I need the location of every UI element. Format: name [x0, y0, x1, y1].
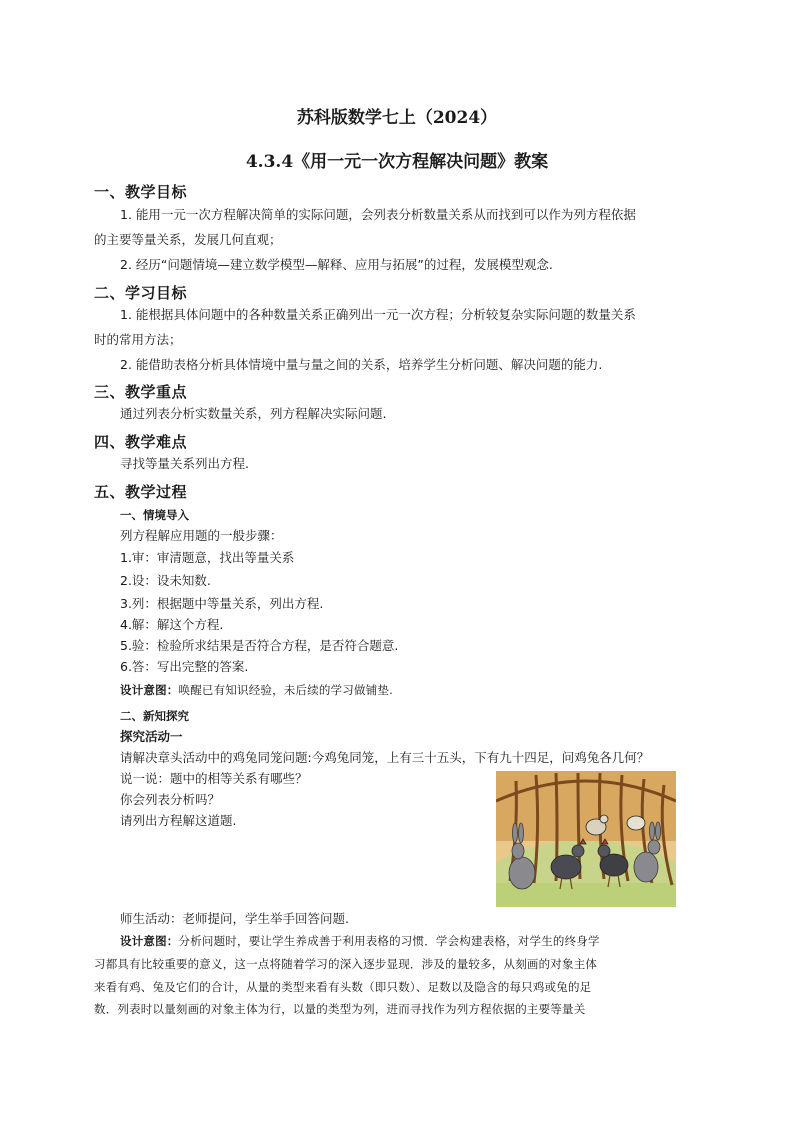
section-heading-process: 五、教学过程 [94, 483, 188, 501]
question: 你会列表分析吗？ [120, 792, 221, 807]
paragraph: 2. 经历“问题情境—建立数学模型—解释、应用与拓展”的过程，发展模型观念. [120, 257, 553, 272]
list-item: 2.设：设未知数. [120, 573, 211, 588]
paragraph: 的主要等量关系，发展几何直观； [94, 232, 282, 247]
paragraph: 寻找等量关系列出方程. [120, 456, 249, 471]
document-subtitle: 4.3.4《用一元一次方程解决问题》教案 [245, 152, 549, 172]
paragraph: 1. 能根据具体问题中的各种数量关系正确列出一元一次方程；分析较复杂实际问题的数量关系 [120, 307, 636, 322]
paragraph: 2. 能借助表格分析具体情境中量与量之间的关系，培养学生分析问题、解决问题的能力. [120, 357, 603, 372]
design-intent-text: 习都具有比较重要的意义，这一点将随着学习的深入逐步显现．涉及的量较多，从刻画的对象主体 [94, 957, 598, 971]
design-intent-label: 设计意图： [120, 934, 179, 948]
paragraph: 通过列表分析实数量关系，列方程解决实际问题. [120, 406, 387, 421]
section-heading-difficulties: 四、教学难点 [94, 433, 188, 451]
list-item: 6.答：写出完整的答案. [120, 659, 249, 674]
design-intent-note [120, 682, 393, 698]
subheading-scenario: 一、情境导入 [120, 508, 189, 522]
design-intent-label: 设计意图： [120, 683, 179, 697]
section-heading-learning-goals: 二、学习目标 [94, 284, 188, 302]
paragraph: 列方程解应用题的一般步骤： [120, 528, 283, 543]
design-intent-text: 分析问题时，要让学生养成善于利用表格的习惯．学会构建表格，对学生的终身学 [178, 934, 600, 948]
subheading-new-knowledge: 二、新知探究 [120, 709, 189, 723]
paragraph: 1. 能用一元一次方程解决简单的实际问题，会列表分析数量关系从而找到可以作为列方程依据 [120, 207, 636, 222]
section-heading-teaching-goals: 一、教学目标 [94, 183, 188, 201]
design-intent-text: 唤醒已有知识经验，未后续的学习做铺垫. [178, 683, 393, 697]
chicken-rabbit-cage-illustration [496, 771, 676, 907]
activity-heading: 探究活动一 [120, 729, 183, 744]
list-item: 1.审：审清题意，找出等量关系 [120, 550, 295, 565]
list-item: 3.列：根据题中等量关系，列出方程. [120, 596, 324, 611]
question: 说一说：题中的相等关系有哪些？ [120, 771, 308, 786]
list-item: 5.验：检验所求结果是否符合方程，是否符合题意. [120, 638, 399, 653]
problem-text: 请解决章头活动中的鸡兔同笼问题:今鸡兔同笼，上有三十五头，下有九十四足，问鸡兔各几何？ [120, 750, 650, 765]
document-title: 苏科版数学七上（2024） [296, 108, 498, 128]
paragraph: 时的常用方法； [94, 332, 182, 347]
design-intent-text: 数．列表时以量刻画的对象主体为行，以量的类型为列，进而寻找作为列方程依据的主要等量关 [94, 1002, 586, 1016]
teacher-student-activity: 师生活动：老师提问，学生举手回答问题. [120, 911, 349, 926]
question: 请列出方程解这道题. [120, 813, 237, 828]
design-intent-note [120, 933, 600, 949]
design-intent-text: 来看有鸡、兔及它们的合计，从量的类型来看有头数（即只数）、足数以及隐含的每只鸡或兔的足 [94, 980, 592, 994]
section-heading-key-points: 三、教学重点 [94, 383, 188, 401]
list-item: 4.解：解这个方程. [120, 617, 224, 632]
